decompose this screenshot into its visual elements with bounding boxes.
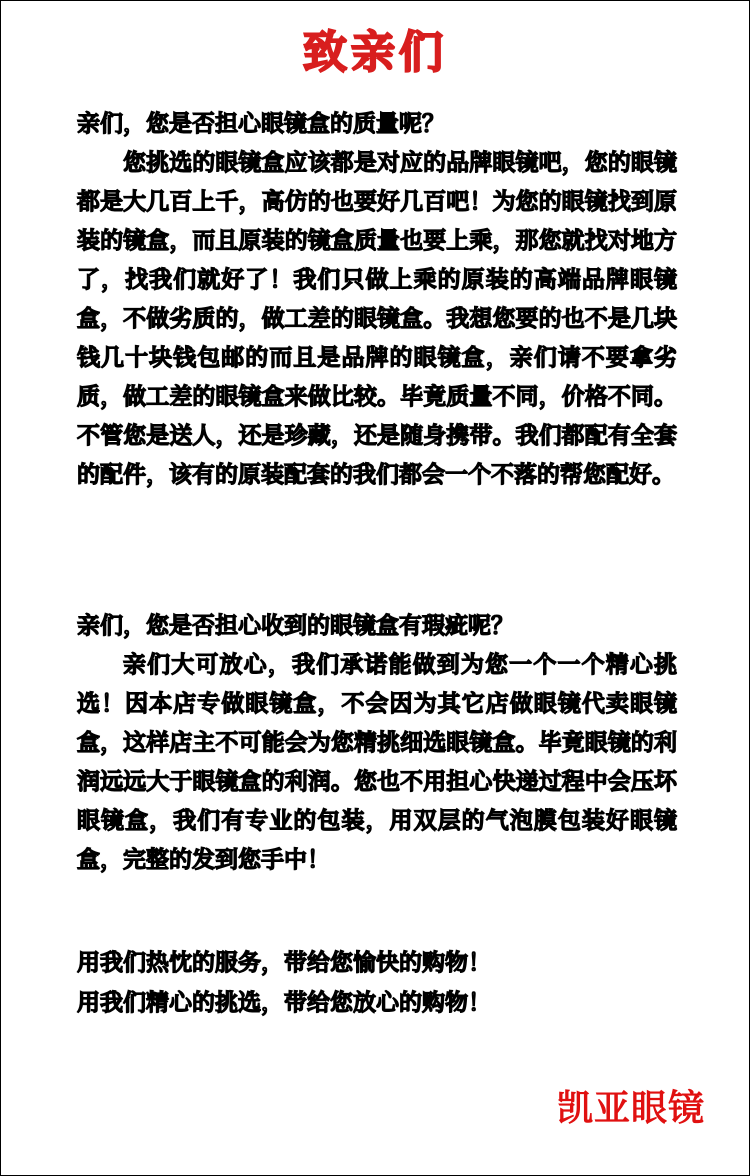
section2-paragraph-text: 亲们大可放心，我们承诺能做到为您一个一个精心挑选！因本店专做眼镜盒，不会因为其它店做眼镜代卖眼镜盒，这样店主不可能会为您精挑细选眼镜盒。毕竟眼镜的利润远远大于眼镜盒的利润。您也不用担心快递过程中会压坏眼镜盒，我们有专业的包装，用双层的气泡膜包装好眼镜盒，完整的发到您手中！ [77,652,677,873]
section1-question [77,105,677,144]
brand-name: 凯亚眼镜 [556,1088,705,1129]
section2-question-text: 亲们，您是否担心收到的眼镜盒有瑕疵呢？ [77,613,514,639]
page-title: 致亲们 [303,27,447,78]
section1-paragraph-text: 您挑选的眼镜盒应该都是对应的品牌眼镜吧，您的眼镜都是大几百上千，高仿的也要好几百吧！为您的眼镜找到原装的镜盒，而且原装的镜盒质量也要上乘，那您就找对地方了，找我们就好了！我们只做上乘的原装的高端品牌眼镜盒，不做劣质的，做工差的眼镜盒。我想您要的也不是几块钱几十块钱包邮的而且是品牌的眼镜盒，亲们请不要拿劣质，做工差的眼镜盒来做比较。毕竟质量不同，价格不同。不管您是送人，还是珍藏，还是随身携带。我们都配有全套的配件，该有的原装配套的我们都会一个不落的帮您配好。 [77,150,677,488]
section2-question [77,607,677,646]
section2-paragraph [77,646,677,880]
section1-question-text: 亲们，您是否担心眼镜盒的质量呢？ [77,111,445,137]
section1-paragraph [77,144,677,495]
slogan-2: 用我们精心的挑选，带给您放心的购物！ [77,990,491,1016]
slogan-1: 用我们热忱的服务，带给您愉快的购物！ [77,950,491,976]
